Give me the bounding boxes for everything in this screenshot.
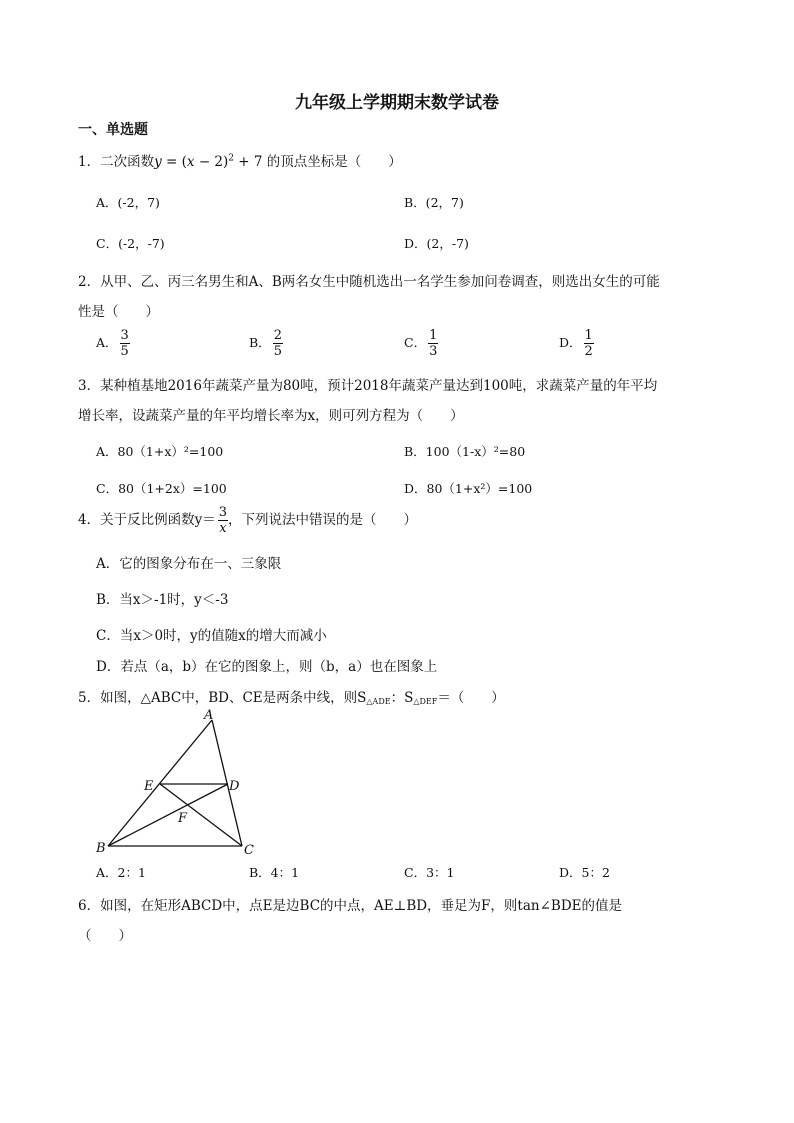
q2-option-d-denominator: 2 — [584, 344, 593, 359]
triangle-figure — [88, 706, 268, 858]
question-6-line-2: （ ） — [78, 928, 132, 944]
q2-option-c-label: C． — [404, 335, 427, 350]
label-e: E — [144, 779, 154, 794]
label-c: C — [244, 843, 254, 858]
label-b: B — [96, 841, 106, 856]
q1-option-c: C．(-2，-7) — [96, 236, 165, 251]
q1-formula-y: y — [154, 154, 162, 170]
q2-option-c-denominator: 3 — [429, 344, 438, 359]
q1-prefix: 1．二次函数 — [78, 154, 155, 170]
q4-option-a: A．它的图象分布在一、三象限 — [96, 556, 282, 572]
q2-option-d-fraction — [584, 328, 594, 359]
q2-option-a — [96, 328, 130, 359]
edge-ab — [108, 720, 212, 846]
q2-option-b-label: B． — [249, 335, 271, 350]
question-2-line-2: 性是（ ） — [78, 304, 159, 320]
question-3-line-1: 3．某种植基地2016年蔬菜产量为80吨，预计2018年蔬菜产量达到100吨，求蔬菜产量的年平均 — [78, 378, 658, 394]
q2-option-d-label: D． — [559, 335, 582, 350]
label-f: F — [178, 811, 188, 826]
q2-option-b-fraction — [273, 328, 283, 359]
q5-option-c: C．3：1 — [404, 865, 455, 880]
question-2-line-1: 2．从甲、乙、丙三名男生和A、B两名女生中随机选出一名学生参加问卷调查，则选出女生的可能 — [78, 274, 660, 290]
q4-option-b: B．当x＞-1时，y＜-3 — [96, 592, 229, 608]
q1-option-b: B．(2，7) — [404, 195, 464, 210]
q4-denominator: x — [219, 521, 227, 536]
q2-option-c-numerator: 1 — [429, 328, 438, 343]
q2-option-d — [559, 328, 594, 359]
question-4 — [78, 505, 417, 536]
q2-option-c-fraction — [428, 328, 438, 359]
q5-option-b: B．4：1 — [249, 865, 300, 880]
q4-suffix: ，下列说法中错误的是（ ） — [228, 512, 417, 528]
q2-option-d-numerator: 1 — [584, 328, 593, 343]
q2-option-b-numerator: 2 — [273, 328, 282, 343]
q3-option-d: D．80（1+x²）=100 — [404, 481, 533, 496]
q4-numerator: 3 — [218, 505, 227, 520]
q5-option-d: D．5：2 — [559, 865, 610, 880]
question-6-line-1: 6．如图，在矩形ABCD中，点E是边BC的中点，AE⊥BD，垂足为F，则tan∠BDE的值是 — [78, 898, 623, 914]
question-1 — [78, 150, 402, 170]
q4-option-c: C．当x＞0时，y的值随x的增大而减小 — [96, 628, 327, 644]
question-3-line-2: 增长率，设蔬菜产量的年平均增长率为x，则可列方程为（ ） — [78, 408, 464, 424]
page-title: 九年级上学期期末数学试卷 — [295, 93, 499, 113]
q5-subscript-def: △DEF — [413, 697, 438, 706]
q3-option-b: B．100（1-x）²=80 — [404, 444, 526, 459]
q4-fraction — [218, 505, 228, 536]
label-d: D — [229, 779, 240, 794]
q2-option-b-denominator: 5 — [273, 344, 282, 359]
q2-option-a-numerator: 3 — [120, 328, 129, 343]
q3-option-a: A．80（1+x）²=100 — [96, 444, 224, 459]
q1-formula-exponent: 2 — [228, 153, 235, 164]
q4-prefix: 4．关于反比例函数y＝ — [78, 512, 216, 528]
q2-option-a-denominator: 5 — [120, 344, 129, 359]
q1-formula-eq: = ( — [161, 154, 187, 170]
q5-prefix: 5．如图，△ABC中，BD、CE是两条中线，则S — [78, 690, 367, 706]
q1-option-d: D．(2，-7) — [404, 236, 469, 251]
q2-option-b — [249, 328, 283, 359]
q4-option-d: D．若点（a，b）在它的图象上，则（b，a）也在图象上 — [96, 659, 438, 675]
label-a: A — [204, 708, 214, 723]
median-bd — [108, 784, 228, 846]
q5-subscript-ade: △ADE — [366, 697, 391, 706]
q1-formula-tail: + 7 — [234, 154, 263, 170]
section-heading: 一、单选题 — [78, 122, 148, 138]
q1-suffix: 的顶点坐标是（ ） — [262, 154, 402, 170]
q5-mid: ：S — [390, 690, 414, 706]
q2-option-a-label: A． — [96, 335, 118, 350]
q1-formula-x: x — [186, 154, 195, 170]
q5-option-a: A．2：1 — [96, 865, 146, 880]
q2-option-c — [404, 328, 438, 359]
q5-suffix: ＝（ ） — [437, 690, 505, 706]
q3-option-c: C．80（1+2x）=100 — [96, 481, 227, 496]
q1-formula-rest: − 2) — [194, 154, 229, 170]
q2-option-a-fraction — [120, 328, 130, 359]
question-5 — [78, 686, 505, 706]
q1-option-a: A．(-2，7) — [96, 195, 160, 210]
